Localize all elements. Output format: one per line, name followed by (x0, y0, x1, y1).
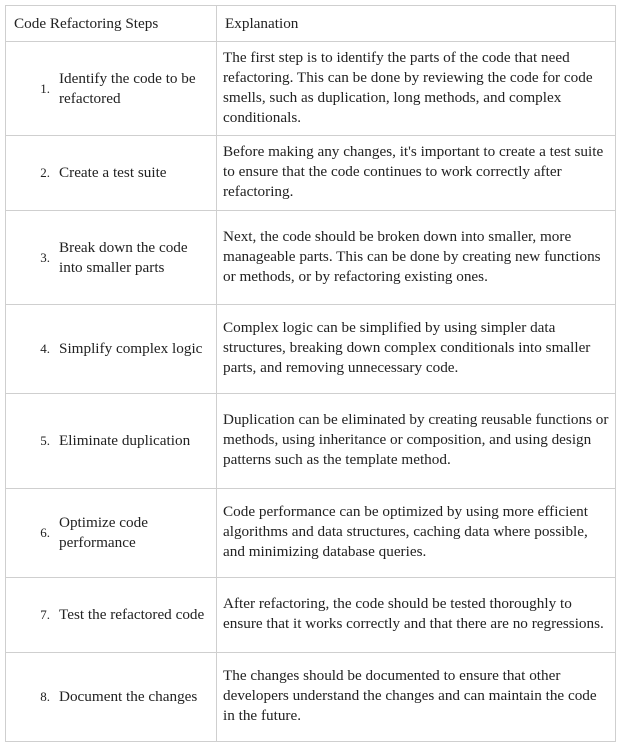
table-row (6, 42, 616, 136)
table-row (6, 211, 616, 305)
explanation-cell: Complex logic can be simplified by using simpler data structures, breaking down complex conditionals into smaller parts, and removing unnecessary code. (217, 305, 616, 394)
step-number: 7. (40, 607, 50, 622)
step-number: 4. (40, 341, 50, 356)
explanation-cell: The changes should be documented to ensure that other developers understand the changes and can maintain the code in the future. (217, 653, 616, 742)
step-number: 6. (40, 525, 50, 540)
step-number: 1. (40, 80, 50, 96)
header-steps: Code Refactoring Steps (6, 6, 217, 42)
table-row (6, 653, 616, 742)
explanation-cell: After refactoring, the code should be tested thoroughly to ensure that it works correctly and that there are no regressions. (217, 578, 616, 653)
step-cell (6, 489, 217, 578)
step-text: Eliminate duplication (59, 432, 191, 449)
step-number: 3. (40, 249, 50, 265)
header-explanation: Explanation (217, 6, 616, 42)
step-number: 5. (40, 433, 50, 448)
step-cell (6, 211, 217, 305)
table-row (6, 305, 616, 394)
step-text: Identify the code to be refactored (59, 69, 196, 107)
explanation-cell: Next, the code should be broken down into smaller, more manageable parts. This can be done by creating new functions or methods, or by refactoring existing ones. (217, 211, 616, 305)
step-cell (6, 42, 217, 136)
step-text: Simplify complex logic (59, 340, 203, 357)
explanation-cell: Duplication can be eliminated by creating reusable functions or methods, using inheritance or composition, and using design patterns such as the template method. (217, 394, 616, 489)
header-row (6, 6, 616, 42)
refactoring-steps-table (5, 5, 616, 742)
step-cell (6, 394, 217, 489)
step-cell (6, 653, 217, 742)
step-cell (6, 136, 217, 211)
step-number: 8. (40, 689, 50, 704)
table-row (6, 578, 616, 653)
step-cell (6, 578, 217, 653)
step-text: Optimize code performance (59, 514, 148, 551)
table-row (6, 136, 616, 211)
table-row (6, 394, 616, 489)
step-text: Create a test suite (59, 164, 167, 181)
table-row (6, 489, 616, 578)
explanation-cell: The first step is to identify the parts of the code that need refactoring. This can be done by reviewing the code for code smells, such as duplication, long methods, and complex conditionals. (217, 42, 616, 136)
step-number: 2. (40, 165, 50, 180)
step-text: Break down the code into smaller parts (59, 238, 188, 276)
step-text: Test the refactored code (59, 606, 205, 623)
step-text: Document the changes (59, 688, 198, 705)
explanation-cell: Before making any changes, it's important to create a test suite to ensure that the code continues to work correctly after refactoring. (217, 136, 616, 211)
explanation-cell: Code performance can be optimized by using more efficient algorithms and data structures, caching data where possible, and minimizing database queries. (217, 489, 616, 578)
step-cell (6, 305, 217, 394)
